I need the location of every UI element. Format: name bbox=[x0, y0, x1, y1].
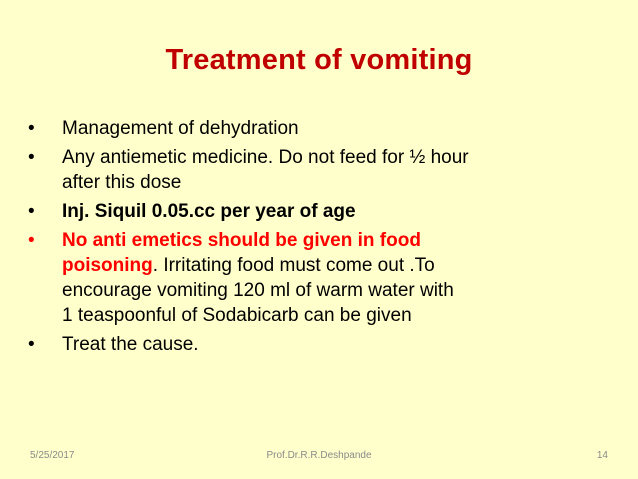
bullet-continuation: . Irritating food must come out .To bbox=[152, 255, 435, 276]
bullet-item-antiemetic bbox=[28, 145, 618, 195]
bullet-icon: • bbox=[28, 147, 35, 168]
bullet-line: Any antiemetic medicine. Do not feed for ½ hour bbox=[62, 147, 469, 168]
bullet-icon: • bbox=[28, 230, 35, 251]
footer-date: 5/25/2017 bbox=[30, 450, 75, 461]
bullet-text bbox=[62, 332, 618, 357]
bullet-text bbox=[62, 228, 618, 328]
bullet-text bbox=[62, 145, 618, 195]
bullet-item-injection bbox=[28, 199, 618, 224]
bullet-list bbox=[28, 116, 618, 361]
warning-word: poisoning bbox=[62, 255, 153, 276]
bullet-icon: • bbox=[28, 201, 35, 222]
bullet-line: encourage vomiting 120 ml of warm water with bbox=[62, 280, 454, 301]
bullet-item-food-poisoning bbox=[28, 228, 618, 328]
bullet-line: Management of dehydration bbox=[62, 118, 299, 139]
bullet-icon: • bbox=[28, 118, 35, 139]
bullet-item-management bbox=[28, 116, 618, 141]
bullet-line: 1 teaspoonful of Sodabicarb can be given bbox=[62, 305, 412, 326]
bullet-line: Treat the cause. bbox=[62, 334, 199, 355]
bullet-line: Inj. Siquil 0.05.cc per year of age bbox=[62, 201, 356, 222]
bullet-line bbox=[62, 253, 618, 278]
bullet-icon: • bbox=[28, 334, 35, 355]
warning-line: No anti emetics should be given in food bbox=[62, 230, 421, 251]
bullet-text bbox=[62, 199, 618, 224]
bullet-line: after this dose bbox=[62, 172, 182, 193]
bullet-item-treat-cause bbox=[28, 332, 618, 357]
bullet-text bbox=[62, 116, 618, 141]
footer-page-number: 14 bbox=[596, 450, 608, 461]
footer-author: Prof.Dr.R.R.Deshpande bbox=[266, 450, 372, 461]
slide-title: Treatment of vomiting bbox=[165, 44, 473, 76]
